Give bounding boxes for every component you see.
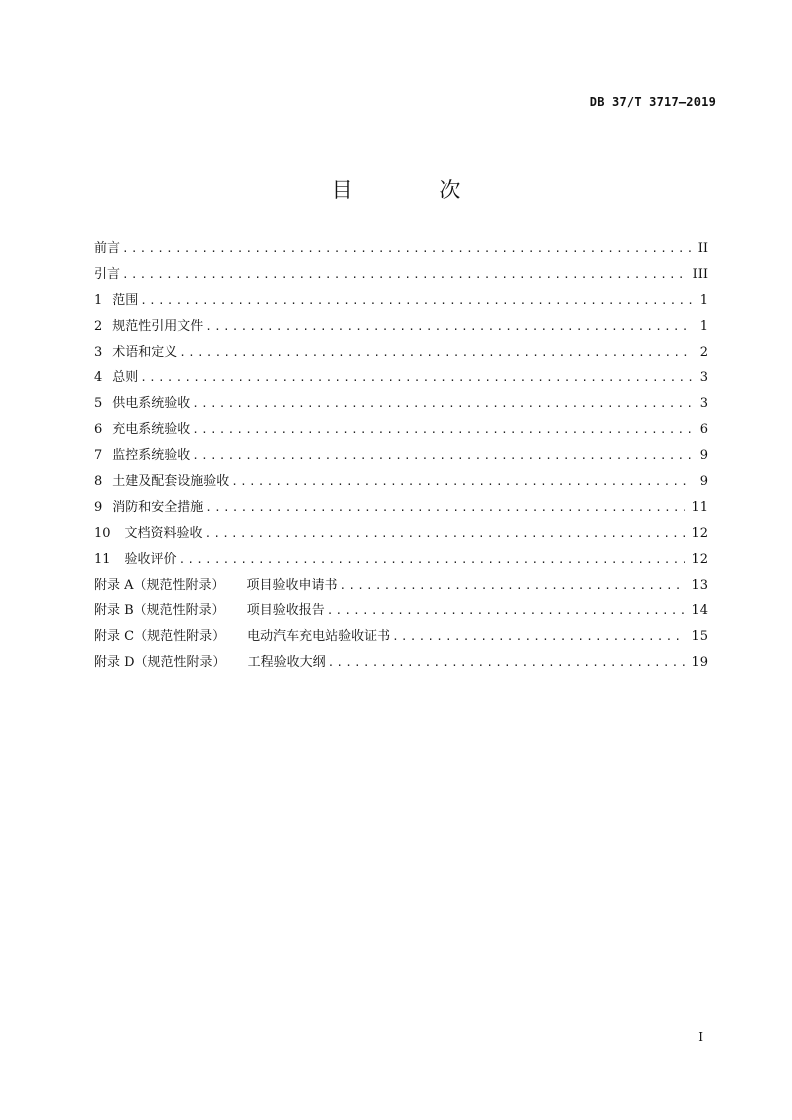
toc-entry-label: 前言 (94, 241, 121, 256)
toc-dot-leader (122, 262, 687, 288)
toc-entry-label: 充电系统验收 (112, 422, 191, 438)
toc-entry-label: 项目验收申请书 (246, 577, 338, 593)
toc-entry-label: 土建及配套设施验收 (112, 474, 230, 490)
toc-dot-leader (205, 495, 685, 521)
toc-entry-8[interactable] (94, 469, 708, 495)
appendix-prefix: 附录 B（规范性附录） (94, 603, 225, 619)
toc-page-number: 11 (691, 499, 708, 515)
toc-entry-appendix-b[interactable] (94, 598, 708, 624)
toc-page-number: 1 (699, 318, 708, 334)
toc-entry-number: 5 (94, 396, 103, 412)
toc-entry-label: 范围 (112, 292, 139, 308)
appendix-prefix: 附录 A（规范性附录） (94, 577, 225, 593)
toc-entry-label: 供电系统验收 (112, 396, 191, 412)
toc-page-number: 3 (699, 370, 708, 386)
toc-page-number: 9 (699, 448, 708, 464)
toc-dot-leader (328, 650, 686, 676)
toc-dot-leader (340, 573, 686, 599)
toc-dot-leader (179, 340, 692, 366)
appendix-prefix: 附录 C（规范性附录） (94, 629, 226, 645)
table-of-contents (94, 236, 708, 676)
document-code: DB 37/T 3717—2019 (589, 95, 716, 109)
toc-entry-label: 消防和安全措施 (112, 499, 204, 515)
toc-entry-number: 3 (94, 344, 103, 360)
toc-dot-leader (192, 443, 692, 469)
toc-entry-label: 电动汽车充电站验收证书 (247, 629, 391, 645)
toc-dot-leader (231, 469, 692, 495)
toc-entry-number: 10 (94, 525, 111, 541)
appendix-prefix: 附录 D（规范性附录） (94, 655, 226, 671)
toc-dot-leader (140, 365, 692, 391)
toc-entry-label: 规范性引用文件 (112, 318, 204, 334)
toc-entry-label: 项目验收报告 (246, 603, 325, 619)
toc-page-number: III (692, 266, 708, 282)
toc-dot-leader (122, 236, 692, 262)
toc-page-number: 2 (699, 344, 708, 360)
toc-entry-1[interactable] (94, 288, 708, 314)
toc-entry-2[interactable] (94, 314, 708, 340)
toc-entry-5[interactable] (94, 391, 708, 417)
toc-page-number: 3 (699, 396, 708, 412)
toc-title: 目 次 (331, 178, 501, 202)
toc-entry-9[interactable] (94, 495, 708, 521)
toc-entry-introduction[interactable] (94, 262, 708, 288)
toc-entry-label: 引言 (94, 266, 121, 282)
toc-entry-appendix-c[interactable] (94, 624, 708, 650)
toc-entry-number: 7 (94, 448, 103, 464)
toc-dot-leader (327, 598, 686, 624)
toc-page-number: 12 (691, 551, 708, 567)
toc-entry-label: 总则 (112, 370, 139, 386)
toc-entry-4[interactable] (94, 365, 708, 391)
toc-entry-number: 2 (94, 318, 103, 334)
page-number: I (698, 1030, 703, 1044)
toc-dot-leader (205, 521, 686, 547)
toc-entry-number: 8 (94, 474, 103, 490)
toc-entry-10[interactable] (94, 521, 708, 547)
toc-page-number: II (697, 241, 708, 256)
toc-entry-number: 9 (94, 499, 103, 515)
toc-page-number: 19 (691, 655, 708, 671)
toc-dot-leader (192, 391, 692, 417)
toc-entry-6[interactable] (94, 417, 708, 443)
toc-entry-number: 11 (94, 551, 111, 567)
toc-dot-leader (192, 417, 692, 443)
toc-entry-label: 验收评价 (124, 551, 177, 567)
toc-entry-number: 6 (94, 422, 103, 438)
toc-page-number: 15 (691, 629, 708, 645)
toc-page-number: 9 (699, 474, 708, 490)
toc-dot-leader (140, 288, 692, 314)
toc-entry-number: 1 (94, 292, 103, 308)
toc-entry-label: 工程验收大纲 (247, 655, 326, 671)
toc-page-number: 12 (691, 525, 708, 541)
toc-entry-appendix-a[interactable] (94, 573, 708, 599)
toc-entry-label: 文档资料验收 (124, 525, 203, 541)
toc-dot-leader (179, 547, 686, 573)
toc-entry-7[interactable] (94, 443, 708, 469)
toc-page-number: 1 (699, 292, 708, 308)
toc-entry-label: 监控系统验收 (112, 448, 191, 464)
toc-entry-number: 4 (94, 370, 103, 386)
toc-entry-label: 术语和定义 (112, 344, 178, 360)
toc-entry-appendix-d[interactable] (94, 650, 708, 676)
toc-entry-3[interactable] (94, 340, 708, 366)
toc-dot-leader (392, 624, 685, 650)
toc-dot-leader (205, 314, 692, 340)
toc-page-number: 6 (699, 422, 708, 438)
toc-entry-foreword[interactable] (94, 236, 708, 262)
toc-page-number: 14 (691, 603, 708, 619)
toc-page-number: 13 (691, 577, 708, 593)
toc-entry-11[interactable] (94, 547, 708, 573)
